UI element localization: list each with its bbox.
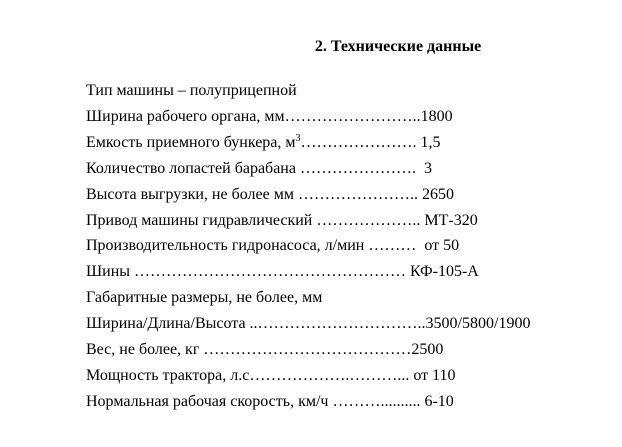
spec-line: Тип машины – полуприцепной — [86, 82, 297, 99]
spec-line: Габаритные размеры, не более, мм — [86, 289, 323, 307]
spec-line: Количество лопастей барабана …………………. 3 — [86, 159, 432, 177]
spec-line: Мощность трактора, л.с……………….………... от 110 — [86, 366, 456, 384]
spec-line: Привод машины гидравлический ……………….. МТ-320 — [86, 211, 478, 229]
section-heading: 2. Технические данные — [314, 38, 482, 55]
spec-line: Емкость приемного бункера, $м^3\dots\dots\dots\dots\dots\dots\dots$. 1,5 — [86, 132, 441, 151]
spec-line: Шины …………………………………………… КФ-105-А — [86, 263, 479, 281]
spec-line: Производительность гидронасоса, л/мин ……… от 50 — [86, 237, 460, 255]
spec-line: Ширина рабочего органа, мм……………………..1800 — [86, 107, 453, 125]
spec-line: Нормальная рабочая скорость, км/ч ……….......... 6-10 — [86, 392, 454, 410]
spec-line: Ширина/Длина/Высота ..…………………………..3500/5800/1900 — [86, 315, 531, 333]
spec-line: Высота выгрузки, не более мм ………………….. 2650 — [86, 185, 454, 203]
spec-list — [86, 78, 530, 415]
superscript: 3 — [295, 132, 301, 144]
spec-line: Вес, не более, кг …………………………………2500 — [86, 341, 444, 359]
